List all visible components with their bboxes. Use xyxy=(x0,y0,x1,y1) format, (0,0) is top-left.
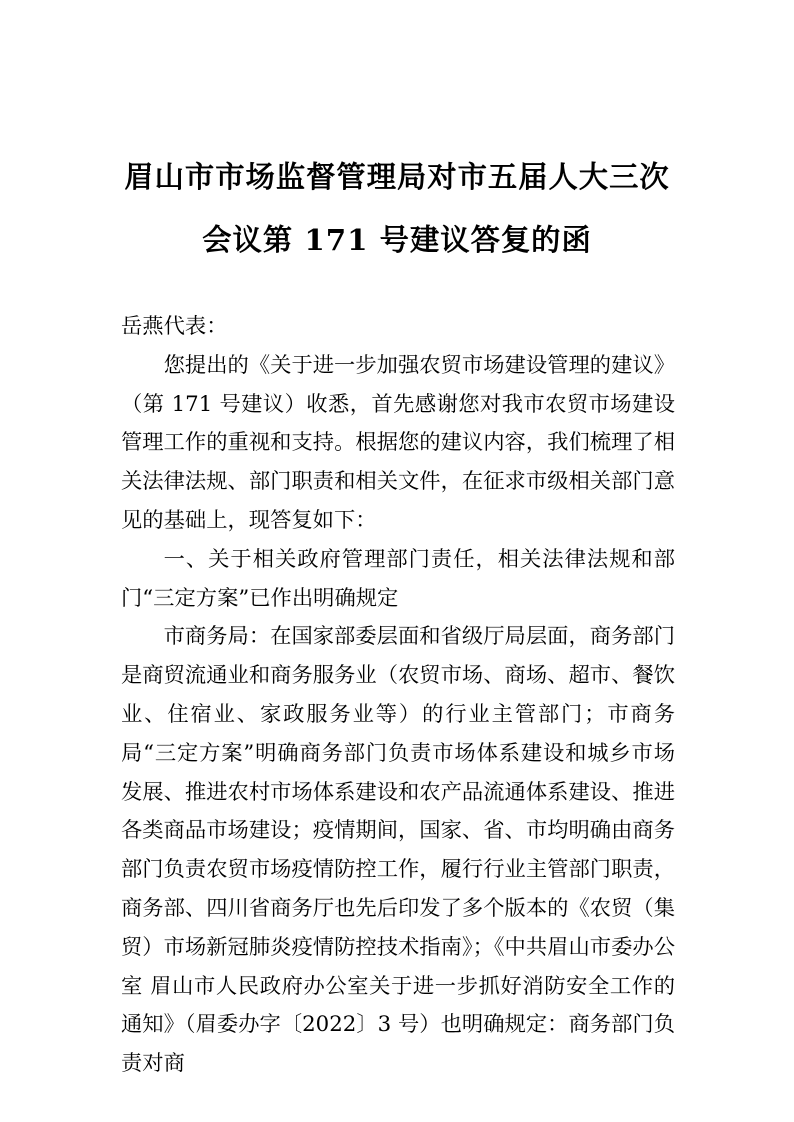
paragraph-commerce-bureau: 市商务局：在国家部委层面和省级厅局层面，商务部门是商贸流通业和商务服务业（农贸市场、商场、超市、餐饮业、住宿业、家政服务业等）的行业主管部门；市商务局“三定方案”明确商务部门负责市场体系建设和城乡市场发展、推进农村市场体系建设和农产品流通体系建设、推进各类商品市场建设；疫情期间，国家、省、市均明确由商务部门负责农贸市场疫情防控工作，履行行业主管部门职责，商务部、四川省商务厅也先后印发了多个版本的《农贸（集贸）市场新冠肺炎疫情防控技术指南》；《中共眉山市委办公室 眉山市人民政府办公室关于进一步抓好消防安全工作的通知》（眉委办字〔2022〕3 号）也明确规定：商务部门负责对商 xyxy=(121,624,675,1077)
document-body xyxy=(121,308,675,1084)
document-title-line-1: 眉山市市场监督管理局对市五届人大三次 xyxy=(124,159,670,194)
document-title-line-2: 会议第 171 号建议答复的函 xyxy=(202,222,592,257)
salutation: 岳燕代表： xyxy=(121,314,228,339)
document-title xyxy=(60,145,734,271)
paragraph-section-heading: 一、关于相关政府管理部门责任，相关法律法规和部门“三定方案”已作出明确规定 xyxy=(121,546,675,611)
paragraph-intro: 您提出的《关于进一步加强农贸市场建设管理的建议》（第 171 号建议）收悉，首先感谢您对我市农贸市场建设管理工作的重视和支持。根据您的建议内容，我们梳理了相关法律法规、部门职责和相关文件，在征求市级相关部门意见的基础上，现答复如下： xyxy=(121,352,675,533)
